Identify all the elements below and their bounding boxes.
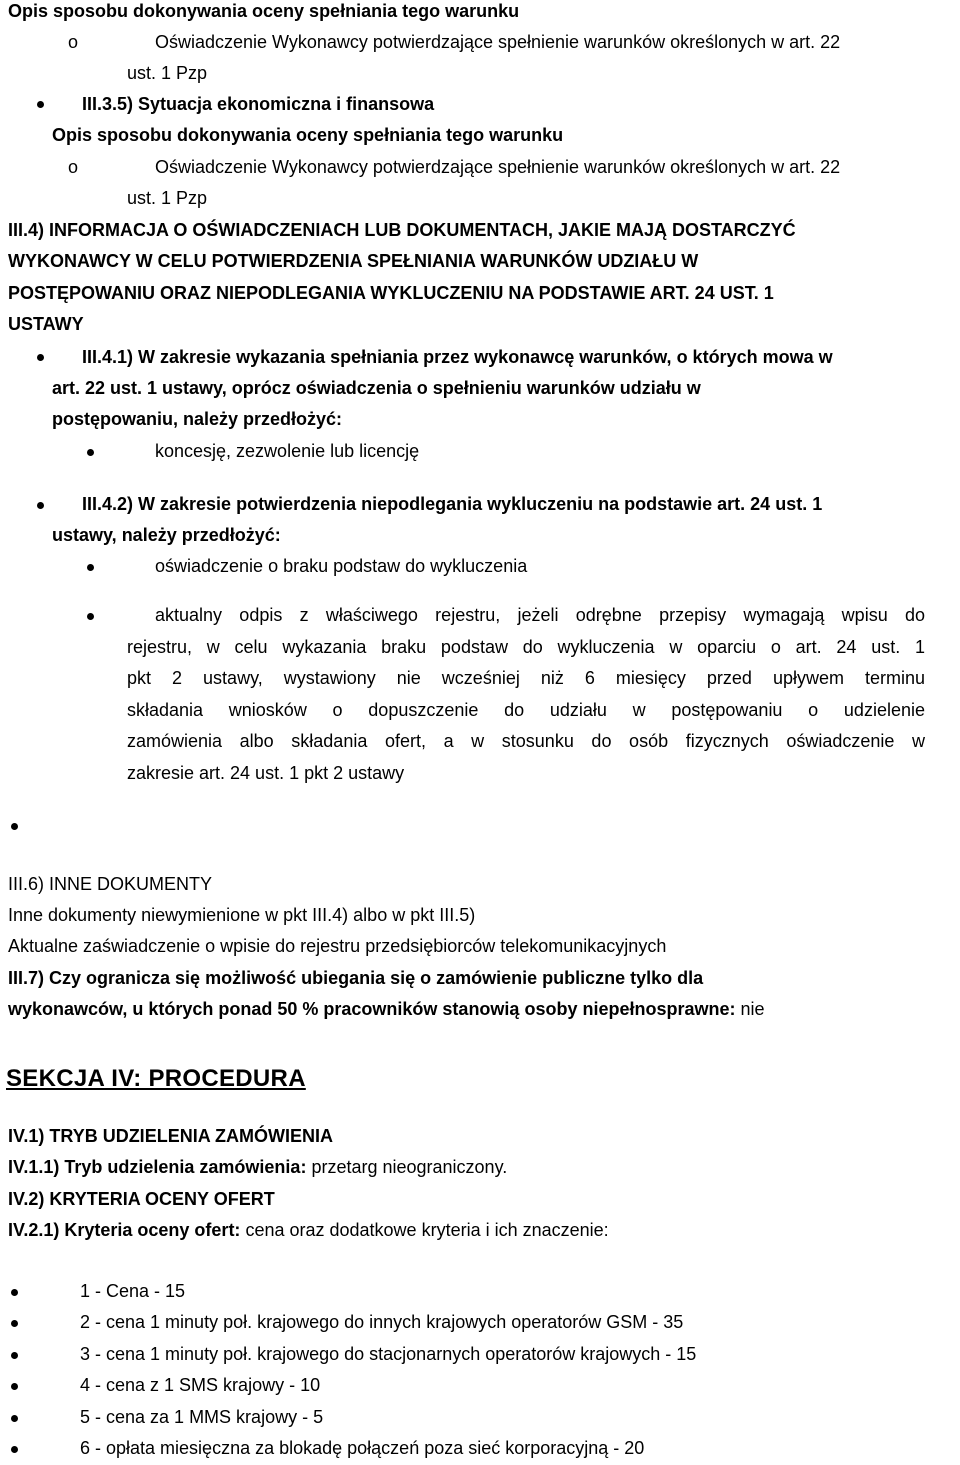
- list-item-continuation: pkt 2 ustawy, wystawiony nie wcześniej niż 6 miesięcy przed upływem terminu: [127, 668, 925, 688]
- list-item-continuation: ust. 1 Pzp: [127, 188, 208, 208]
- subsection-title-line: postępowaniu, należy przedłożyć:: [52, 409, 343, 429]
- list-item-continuation: rejestru, w celu wykazania braku podstaw do wykluczenia w oparciu o art. 24 ust. 1: [127, 637, 925, 657]
- list-item-continuation: zakresie art. 24 ust. 1 pkt 2 ustawy: [127, 763, 405, 783]
- subsection-title-line: art. 22 ust. 1 ustawy, oprócz oświadczenia o spełnieniu warunków udziału w: [52, 378, 701, 398]
- answer-value: nie: [740, 999, 765, 1019]
- field-value: cena oraz dodatkowe kryteria i ich znaczenie:: [245, 1220, 609, 1240]
- bullet-icon: [87, 613, 94, 620]
- list-item: koncesję, zezwolenie lub licencję: [155, 441, 420, 461]
- subsection-title-line: III.4.1) W zakresie wykazania spełniania przez wykonawcę warunków, o których mowa w: [82, 347, 833, 367]
- section-title-line: USTAWY: [8, 314, 84, 334]
- bullet-icon: [37, 354, 44, 361]
- bullet-icon: [87, 449, 94, 456]
- list-item: Oświadczenie Wykonawcy potwierdzające spełnienie warunków określonych w art. 22: [155, 32, 841, 52]
- subsection-title: IV.2) KRYTERIA OCENY OFERT: [8, 1189, 275, 1209]
- bullet-icon: [87, 564, 94, 571]
- section-title-line: POSTĘPOWANIU ORAZ NIEPODLEGANIA WYKLUCZENIU NA PODSTAWIE ART. 24 UST. 1: [8, 283, 774, 303]
- bullet-icon: [11, 1352, 18, 1359]
- subsection-title: IV.1) TRYB UDZIELENIA ZAMÓWIENIA: [8, 1126, 334, 1146]
- list-item: Oświadczenie Wykonawcy potwierdzające spełnienie warunków określonych w art. 22: [155, 157, 841, 177]
- question-line: [8, 994, 765, 1026]
- section-title: III.3.5) Sytuacja ekonomiczna i finansowa: [82, 94, 435, 114]
- list-item-continuation: składania wniosków o dopuszczenie do udziału w postępowaniu o udzielenie: [127, 700, 925, 720]
- list-item: 6 - opłata miesięczna za blokadę połączeń poza sieć korporacyjną - 20: [80, 1438, 645, 1458]
- condition-description-heading: Opis sposobu dokonywania oceny spełniania tego warunku: [52, 125, 564, 145]
- section-title-line: III.4) INFORMACJA O OŚWIADCZENIACH LUB DOKUMENTACH, JAKIE MAJĄ DOSTARCZYĆ: [8, 220, 796, 240]
- bullet-icon: [11, 823, 18, 830]
- list-item: oświadczenie o braku podstaw do wykluczenia: [155, 556, 528, 576]
- list-item: 2 - cena 1 minuty poł. krajowego do innych krajowych operatorów GSM - 35: [80, 1312, 684, 1332]
- section-heading: SEKCJA IV: PROCEDURA: [6, 1065, 306, 1092]
- bullet-icon: [11, 1320, 18, 1327]
- list-item-continuation: ust. 1 Pzp: [127, 63, 208, 83]
- bullet-icon: [11, 1383, 18, 1390]
- field-label: IV.1.1) Tryb udzielenia zamówienia:: [8, 1157, 307, 1177]
- circle-bullet-icon: o: [68, 157, 79, 177]
- bullet-icon: [11, 1446, 18, 1453]
- field-row: [8, 1215, 609, 1247]
- bullet-icon: [11, 1415, 18, 1422]
- question-line: III.7) Czy ogranicza się możliwość ubiegania się o zamówienie publiczne tylko dla: [8, 968, 704, 988]
- list-item: aktualny odpis z właściwego rejestru, jeżeli odrębne przepisy wymagają wpisu do: [155, 605, 925, 625]
- field-label: IV.2.1) Kryteria oceny ofert:: [8, 1220, 241, 1240]
- field-value: przetarg nieograniczony.: [311, 1157, 508, 1177]
- condition-description-heading: Opis sposobu dokonywania oceny spełniania tego warunku: [8, 1, 520, 21]
- list-item: 5 - cena za 1 MMS krajowy - 5: [80, 1407, 324, 1427]
- subsection-title-line: III.4.2) W zakresie potwierdzenia niepodlegania wykluczeniu na podstawie art. 24 ust. 1: [82, 494, 823, 514]
- text-line: Inne dokumenty niewymienione w pkt III.4) albo w pkt III.5): [8, 905, 476, 925]
- field-row: [8, 1152, 507, 1184]
- bullet-icon: [11, 1289, 18, 1296]
- section-title-line: WYKONAWCY W CELU POTWIERDZENIA SPEŁNIANIA WARUNKÓW UDZIAŁU W: [8, 251, 699, 271]
- bullet-icon: [37, 502, 44, 509]
- question-text: wykonawców, u których ponad 50 % pracowników stanowią osoby niepełnosprawne:: [8, 999, 736, 1019]
- list-item: 1 - Cena - 15: [80, 1281, 186, 1301]
- circle-bullet-icon: o: [68, 32, 79, 52]
- list-item: 3 - cena 1 minuty poł. krajowego do stacjonarnych operatorów krajowych - 15: [80, 1344, 697, 1364]
- bullet-icon: [37, 101, 44, 108]
- text-line: Aktualne zaświadczenie o wpisie do rejestru przedsiębiorców telekomunikacyjnych: [8, 936, 667, 956]
- section-title: III.6) INNE DOKUMENTY: [8, 874, 213, 894]
- subsection-title-line: ustawy, należy przedłożyć:: [52, 525, 281, 545]
- list-item-continuation: zamówienia albo składania ofert, a w stosunku do osób fizycznych oświadczenie w: [127, 731, 925, 751]
- list-item: 4 - cena z 1 SMS krajowy - 10: [80, 1375, 321, 1395]
